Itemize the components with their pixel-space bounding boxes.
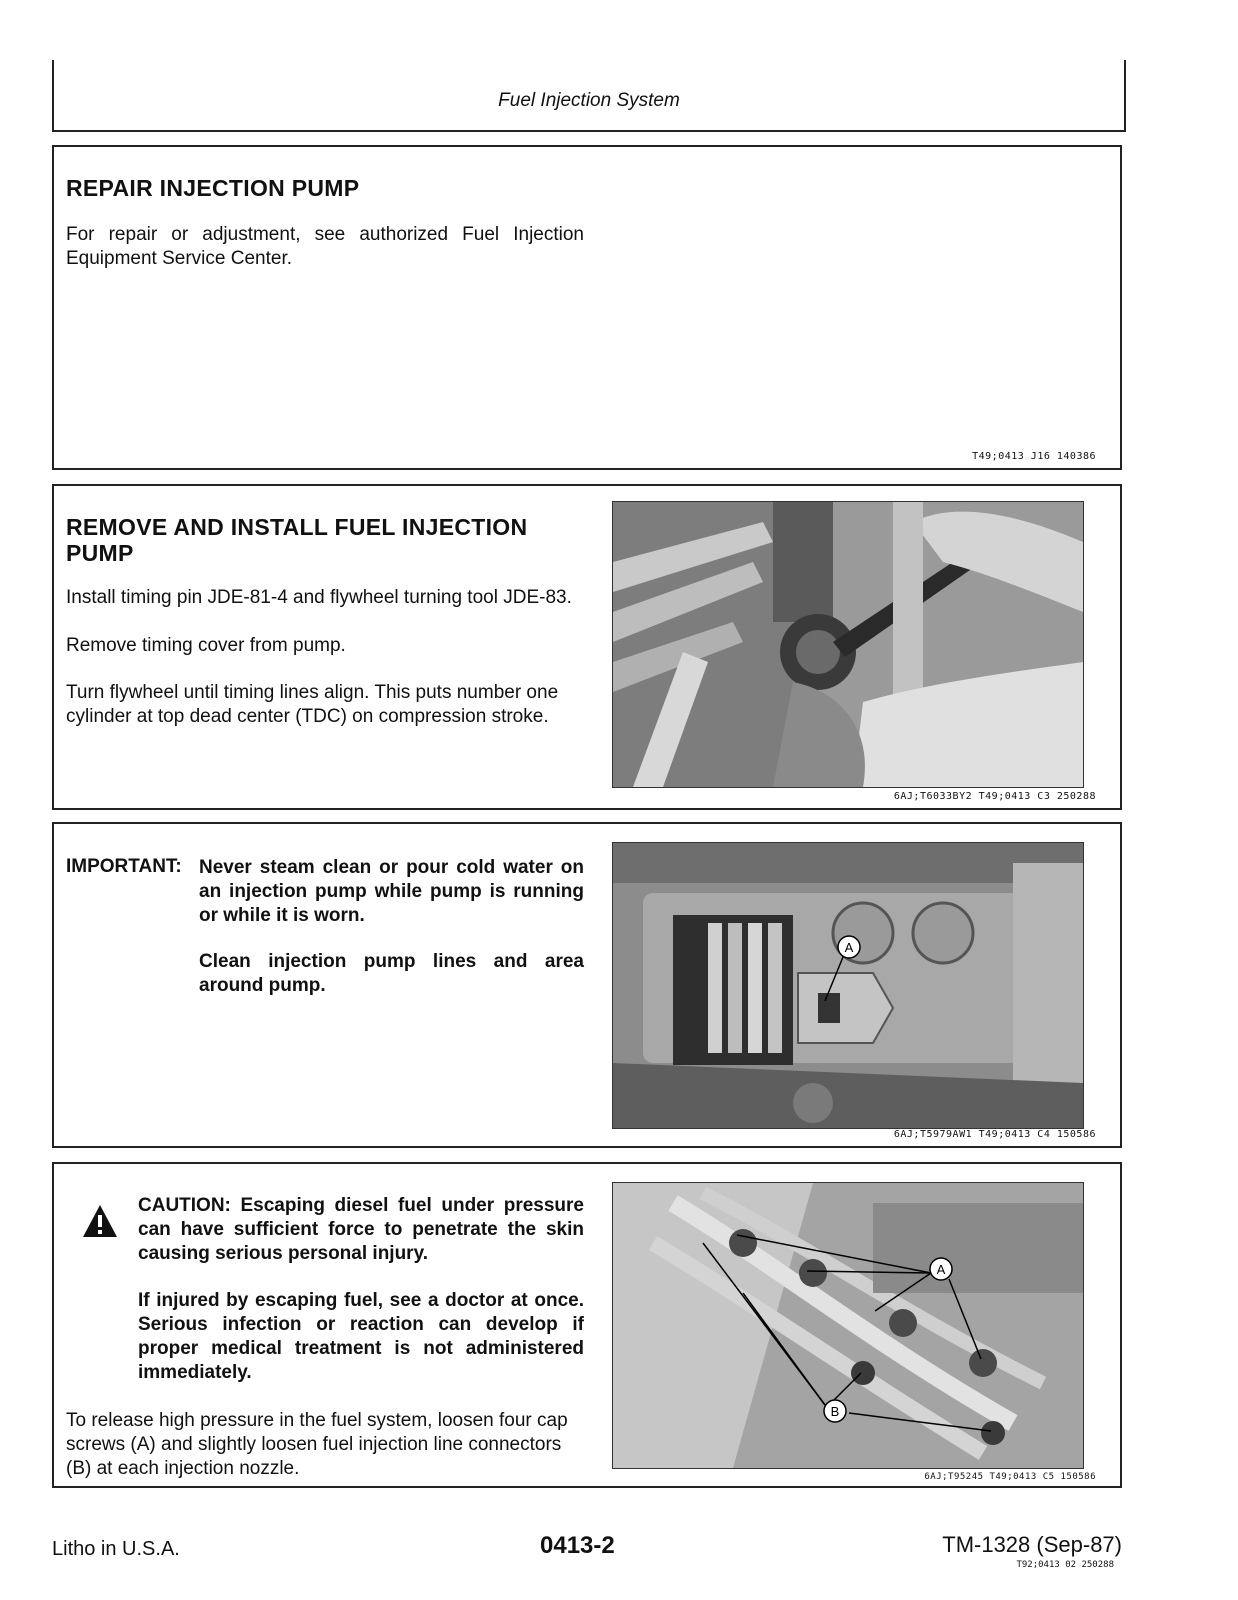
instruction-paragraph: Turn flywheel until timing lines align. This puts number one cylinder at top dead center (TDC) on compression stroke. <box>66 682 559 727</box>
callout-b: B <box>830 1404 840 1419</box>
important-paragraph: Clean injection pump lines and area around pump. <box>199 951 584 996</box>
section-caution <box>52 1162 1122 1488</box>
page-header <box>52 60 1126 132</box>
callout-a: A <box>844 940 854 955</box>
photo-wrench-on-pump <box>612 501 1084 788</box>
page-number: 0413-2 <box>540 1532 615 1559</box>
section-title: REPAIR INJECTION PUMP <box>66 175 360 201</box>
warning-triangle-icon <box>82 1204 118 1243</box>
reference-code: 6AJ;T5979AW1 T49;0413 C4 150586 <box>893 1129 1096 1140</box>
callout-a: A <box>936 1262 946 1277</box>
reference-code: 6AJ;T95245 T49;0413 C5 150586 <box>924 1472 1096 1482</box>
important-label: IMPORTANT: <box>66 856 182 877</box>
important-paragraph: Never steam clean or pour cold water on an injection pump while pump is running or while it is worn. <box>199 857 584 926</box>
section-repair-injection-pump <box>52 145 1122 470</box>
section-remove-install-pump <box>52 484 1122 810</box>
section-important <box>52 822 1122 1148</box>
caution-paragraph: CAUTION: Escaping diesel fuel under pressure can have sufficient force to penetrate the skin causing serious personal injury. <box>138 1195 584 1264</box>
reference-code: 6AJ;T6033BY2 T49;0413 C3 250288 <box>893 791 1096 802</box>
section-text: For repair or adjustment, see authorized Fuel Injection Equipment Service Center. <box>66 224 584 269</box>
photo-injection-lines <box>612 1182 1084 1469</box>
header-title: Fuel Injection System <box>498 90 680 111</box>
footer-litho: Litho in U.S.A. <box>52 1538 180 1560</box>
section-title: REMOVE AND INSTALL FUEL INJECTION PUMP <box>66 514 528 566</box>
instruction-paragraph: Remove timing cover from pump. <box>66 635 346 656</box>
reference-code: T49;0413 J16 140386 <box>972 451 1096 462</box>
instruction-paragraph: Install timing pin JDE-81-4 and flywheel turning tool JDE-83. <box>66 587 572 608</box>
caution-paragraph: If injured by escaping fuel, see a doctor at once. Serious infection or reaction can develop if proper medical treatment is not administered immediately. <box>138 1290 584 1383</box>
manual-id: TM-1328 (Sep-87) <box>942 1532 1122 1557</box>
instruction-paragraph: To release high pressure in the fuel system, loosen four cap screws (A) and slightly loosen fuel injection line connectors (B) at each injection nozzle. <box>66 1410 568 1479</box>
footer-reference-code: T92;0413 02 250288 <box>1016 1560 1114 1570</box>
photo-injection-pump <box>612 842 1084 1129</box>
